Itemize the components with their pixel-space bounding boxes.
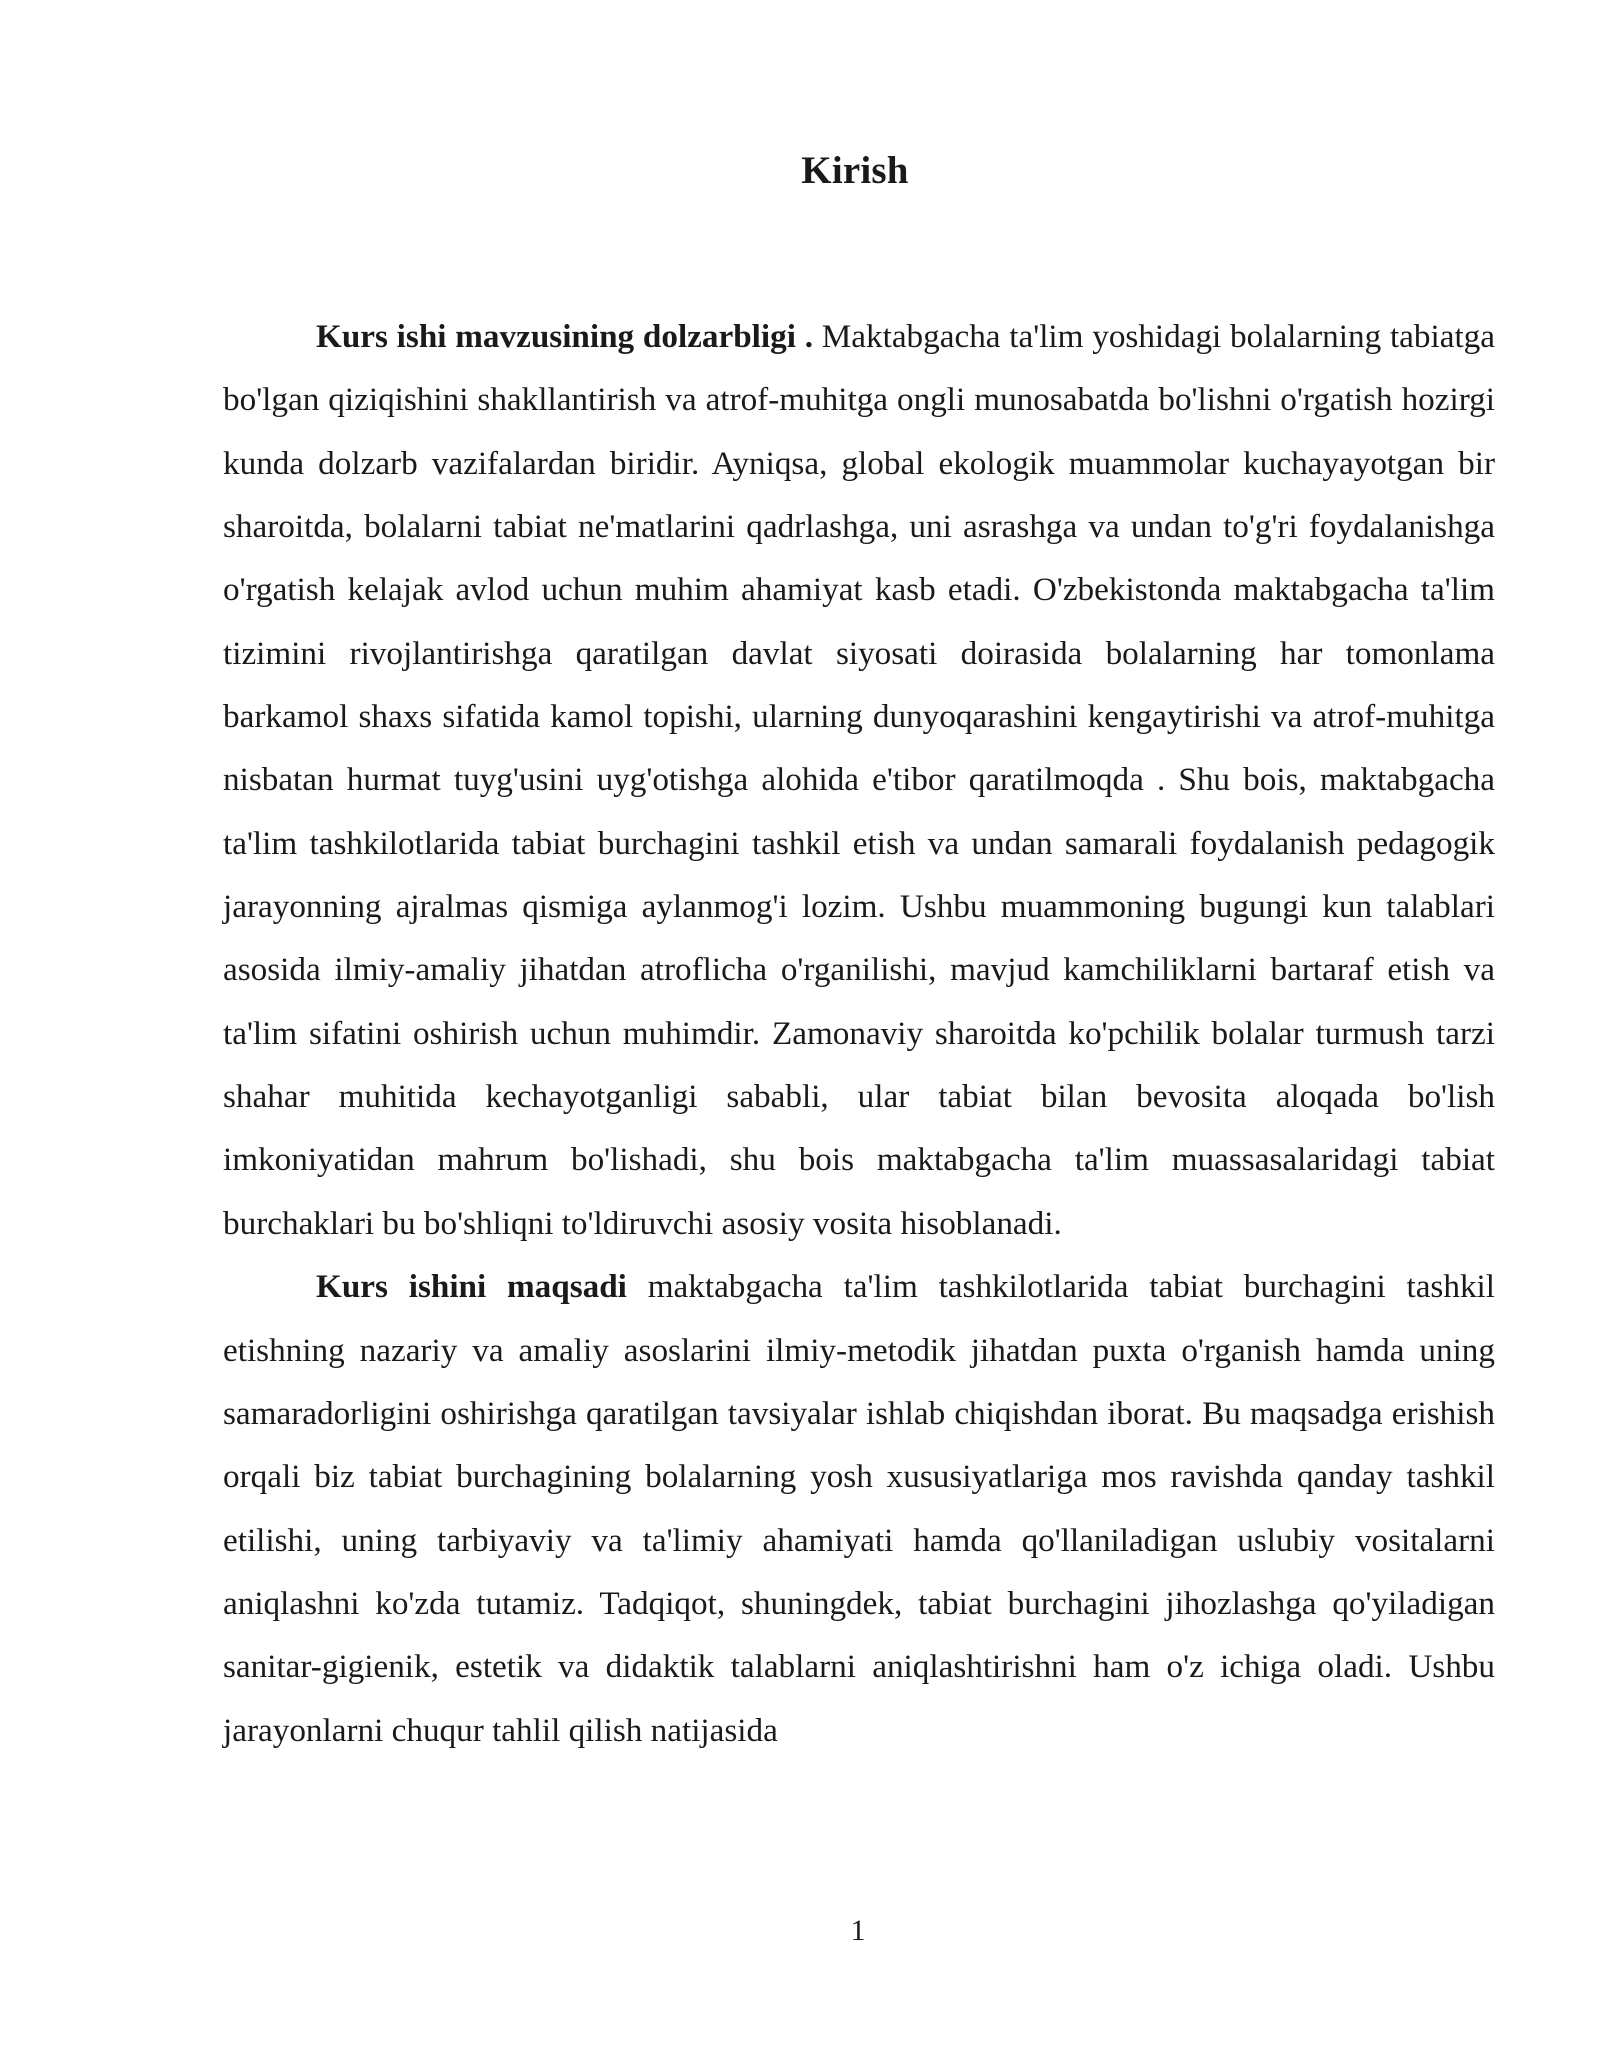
page-title: Kirish <box>801 149 909 192</box>
paragraph-text: maktabgacha ta'lim tashkilotlarida tabiat burchagini tashkil etishning nazariy va amaliy asoslarini ilmiy-metodik jihatdan puxta o'rganish hamda uning samaradorligini oshirishga qaratilgan tavsiyalar ishlab chiqishdan iborat. Bu maqsadga erishish orqali biz tabiat burchagining bolalarning yosh xususiyatlariga mos ravishda qanday tashkil etilishi, uning tarbiyaviy va ta'limiy ahamiyati hamda qo'llaniladigan uslubiy vositalarni aniqlashni ko'zda tutamiz. Tadqiqot, shuningdek, tabiat burchagini jihozlashga qo'yiladigan sanitar-gigienik, estetik va didaktik talablarni aniqlashtirishni ham o'z ichiga oladi. Ushbu jarayonlarni chuqur tahlil qilish natijasida <box>223 1268 1495 1749</box>
body-text <box>223 305 1495 1762</box>
paragraph-relevance <box>223 305 1495 1255</box>
paragraph-lead: Kurs ishi mavzusining dolzarbligi . <box>316 318 813 355</box>
page-number: 1 <box>850 1914 866 1947</box>
paragraph-text: Maktabgacha ta'lim yoshidagi bolalarning tabiatga bo'lgan qiziqishini shakllantirish va atrof-muhitga ongli munosabatda bo'lishni o'rgatish hozirgi kunda dolzarb vazifalardan biridir. Ayniqsa, global ekologik muammolar kuchayayotgan bir sharoitda, bolalarni tabiat ne'matlarini qadrlashga, uni asrashga va undan to'g'ri foydalanishga o'rgatish kelajak avlod uchun muhim ahamiyat kasb etadi. O'zbekistonda maktabgacha ta'lim tizimini rivojlantirishga qaratilgan davlat siyosati doirasida bolalarning har tomonlama barkamol shaxs sifatida kamol topishi, ularning dunyoqarashini kengaytirishi va atrof-muhitga nisbatan hurmat tuyg'usini uyg'otishga alohida e'tibor qaratilmoqda . Shu bois, maktabgacha ta'lim tashkilotlarida tabiat burchagini tashkil etish va undan samarali foydalanish pedagogik jarayonning ajralmas qismiga aylanmog'i lozim. Ushbu muammoning bugungi kun talablari asosida ilmiy-amaliy jihatdan atroflicha o'rganilishi, mavjud kamchiliklarni bartaraf etish va ta'lim sifatini oshirish uchun muhimdir. Zamonaviy sharoitda ko'pchilik bolalar turmush tarzi shahar muhitida kechayotganligi sababli, ular tabiat bilan bevosita aloqada bo'lish imkoniyatidan mahrum bo'lishadi, shu bois maktabgacha ta'lim muassasalaridagi tabiat burchaklari bu bo'shliqni to'ldiruvchi asosiy vosita hisoblanadi. <box>223 318 1495 1242</box>
paragraph-goal <box>223 1255 1495 1762</box>
paragraph-lead: Kurs ishini maqsadi <box>316 1268 627 1306</box>
